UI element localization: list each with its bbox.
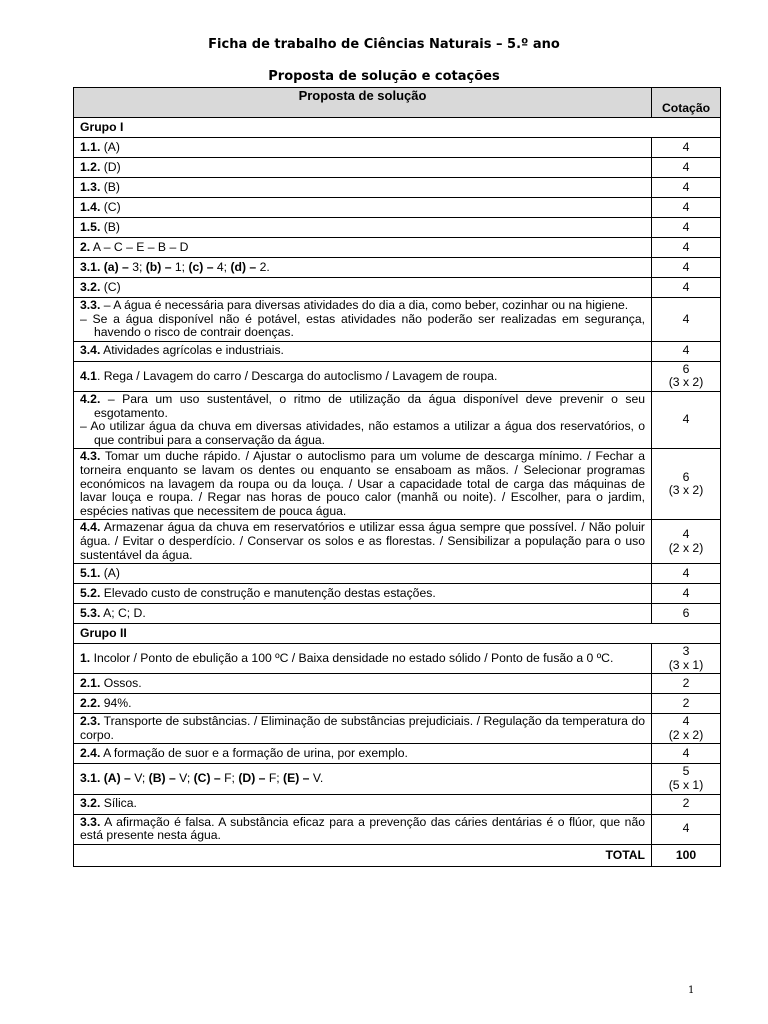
points: 4 (652, 178, 721, 198)
question-number: 2.2. (80, 695, 101, 710)
table-row (74, 604, 721, 624)
table-row (74, 178, 721, 198)
points: 3 (682, 644, 690, 659)
match-value: 1; (174, 259, 186, 274)
answer-part-2: – Se a água disponível não é potável, estas atividades não poderão ser realizadas em segurança, havendo o risco de contrair doenças. (80, 311, 645, 340)
table-row (74, 138, 721, 158)
points: 6 (652, 604, 721, 624)
table-row (74, 674, 721, 694)
table-row (74, 361, 721, 391)
answer-text: (B) (103, 219, 120, 234)
page-number: 1 (688, 985, 695, 996)
table-row (74, 341, 721, 361)
table-header-row (74, 88, 721, 118)
total-row (74, 844, 721, 866)
match-value: V. (312, 771, 324, 786)
total-value: 100 (652, 844, 721, 866)
match-value: V; (179, 771, 191, 786)
match-key: (C) – (193, 771, 221, 786)
question-number: 1.3. (80, 179, 101, 194)
group-row (74, 624, 721, 644)
match-key: (E) – (283, 771, 310, 786)
points: 2 (652, 694, 721, 714)
question-number: 2.1. (80, 675, 101, 690)
table-row (74, 298, 721, 342)
question-number: 3.1. (80, 771, 101, 786)
question-number: 5.3. (80, 605, 101, 620)
points: 4 (652, 238, 721, 258)
question-number: 5.1. (80, 565, 101, 580)
answer-text: Transporte de substâncias. / Eliminação de substâncias prejudiciais. / Regulação da temperatura do corpo. (80, 714, 645, 742)
answer-text: A afirmação é falsa. A substância eficaz para a prevenção das cáries dentárias é o flúor, que não está presente nesta água. (80, 814, 645, 843)
table-row (74, 258, 721, 278)
match-value: F; (224, 771, 235, 786)
answer-text: A formação de suor e a formação de urina, por exemplo. (103, 746, 408, 761)
points: 6 (682, 361, 690, 376)
table-row (74, 744, 721, 764)
total-label: TOTAL (74, 844, 652, 866)
answer-text: Atividades agrícolas e industriais. (103, 343, 284, 358)
points-breakdown: (2 x 2) (668, 727, 704, 742)
question-number: 3.4. (80, 343, 101, 358)
page-subtitle: Proposta de solução e cotações (268, 69, 500, 84)
points: 4 (652, 341, 721, 361)
match-key: (D) – (238, 771, 266, 786)
table-row (74, 238, 721, 258)
points: 6 (682, 469, 690, 484)
points: 2 (652, 794, 721, 814)
points: 4 (652, 158, 721, 178)
table-row (74, 520, 721, 564)
points-breakdown: (3 x 2) (668, 375, 704, 390)
points: 4 (652, 258, 721, 278)
match-key: (b) – (145, 259, 172, 274)
answer-text: Armazenar água da chuva em reservatórios e utilizar essa água sempre que possível. / Não poluir água. / Evitar o desperdício. / Conservar os solos e as florestas. / Sensibilizar a população para o uso sustentável da água. (80, 520, 645, 562)
match-value: 4; (216, 259, 228, 274)
question-number: 1.2. (80, 159, 101, 174)
match-key: (c) – (188, 259, 214, 274)
question-number: 1.1. (80, 139, 101, 154)
points: 4 (652, 198, 721, 218)
question-number: 4.2. (80, 391, 101, 406)
table-row (74, 714, 721, 744)
match-key: (A) – (103, 771, 131, 786)
question-number: 3.3. (80, 814, 101, 829)
question-number: 1.4. (80, 199, 101, 214)
answer-part-1: – A água é necessária para diversas atividades do dia a dia, como beber, cozinhar ou na higiene. (103, 298, 629, 312)
table-row (74, 794, 721, 814)
points: 4 (652, 278, 721, 298)
match-key: (B) – (148, 771, 176, 786)
table-row (74, 198, 721, 218)
header-solution: Proposta de solução (74, 88, 652, 118)
table-row (74, 694, 721, 714)
points: 4 (652, 584, 721, 604)
table-row (74, 814, 721, 844)
question-number: 1.5. (80, 219, 101, 234)
answer-text: Ossos. (103, 675, 142, 690)
question-number: 3.3. (80, 298, 101, 312)
question-number: 3.2. (80, 279, 101, 294)
points-breakdown: (3 x 2) (668, 483, 704, 498)
answer-text: (A) (103, 139, 120, 154)
points: 4 (652, 138, 721, 158)
answer-text: . Rega / Lavagem do carro / Descarga do autoclismo / Lavagem de roupa. (96, 368, 498, 383)
match-value: 3; (132, 259, 143, 274)
match-key: (a) – (103, 259, 129, 274)
header-points: Cotação (652, 88, 721, 118)
answer-text: (D) (103, 159, 121, 174)
points-breakdown: (5 x 1) (668, 778, 704, 793)
answer-text: Tomar um duche rápido. / Ajustar o autoclismo para um volume de descarga mínimo. / Fechar a torneira enquanto se lavam os dentes ou enquanto se ensaboam as mãos. / Selecionar programas económicos na lavagem da roupa ou da louça. / Usar a capacidade total de carga das máquinas de lavar louça e roupa. / Regar nas horas de pouco calor (manhã ou noite). / Escolher, para o jardim, espécies nativas que necessitem de pouca água. (80, 449, 645, 518)
points: 4 (652, 391, 721, 448)
points: 5 (682, 764, 690, 779)
question-number: 3.2. (80, 796, 101, 811)
question-number: 4.1 (80, 368, 97, 383)
question-number: 1. (80, 650, 91, 665)
points: 4 (652, 744, 721, 764)
group-2-label: Grupo II (74, 624, 721, 644)
question-number: 4.3. (80, 449, 101, 464)
answer-part-2: – Ao utilizar água da chuva em diversas atividades, não estamos a utilizar a água dos reservatórios, o que contribui para a conservação da água. (80, 419, 645, 447)
table-row (74, 278, 721, 298)
question-number: 3.1. (80, 259, 101, 274)
points: 2 (652, 674, 721, 694)
points-breakdown: (3 x 1) (668, 657, 704, 672)
solution-table (73, 87, 721, 867)
table-row (74, 584, 721, 604)
points: 4 (652, 218, 721, 238)
match-key: (d) – (230, 259, 257, 274)
points-breakdown: (2 x 2) (668, 540, 704, 555)
points: 4 (652, 564, 721, 584)
answer-text: (A) (103, 565, 120, 580)
answer-text: (C) (103, 279, 121, 294)
answer-text: Incolor / Ponto de ebulição a 100 ºC / Baixa densidade no estado sólido / Ponto de fusão a 0 ºC. (93, 650, 614, 665)
points: 4 (652, 814, 721, 844)
points: 4 (682, 714, 690, 729)
match-value: F; (268, 771, 280, 786)
table-row (74, 449, 721, 520)
page-title: Ficha de trabalho de Ciências Naturais – 5.º ano (208, 37, 560, 52)
question-number: 4.4. (80, 520, 101, 535)
group-row (74, 118, 721, 138)
points: 4 (682, 527, 690, 542)
answer-text: Sílica. (103, 796, 137, 811)
table-row (74, 391, 721, 448)
answer-text: A; C; D. (103, 605, 146, 620)
answer-text: Elevado custo de construção e manutenção destas estações. (103, 585, 436, 600)
answer-text: A – C – E – B – D (92, 239, 189, 254)
table-row (74, 158, 721, 178)
answer-text: (B) (103, 179, 120, 194)
table-row (74, 564, 721, 584)
points: 4 (652, 298, 721, 342)
question-number: 2. (80, 239, 91, 254)
table-row (74, 218, 721, 238)
question-number: 2.4. (80, 746, 101, 761)
answer-text: (C) (103, 199, 121, 214)
question-number: 5.2. (80, 585, 101, 600)
answer-part-1: – Para um uso sustentável, o ritmo de utilização da água disponível deve prevenir o seu esgotamento. (94, 391, 646, 420)
question-number: 2.3. (80, 714, 101, 729)
table-row (74, 644, 721, 674)
match-value: 2. (259, 259, 270, 274)
table-row (74, 764, 721, 794)
match-value: V; (134, 771, 146, 786)
group-1-label: Grupo I (74, 118, 721, 138)
answer-text: 94%. (103, 695, 132, 710)
